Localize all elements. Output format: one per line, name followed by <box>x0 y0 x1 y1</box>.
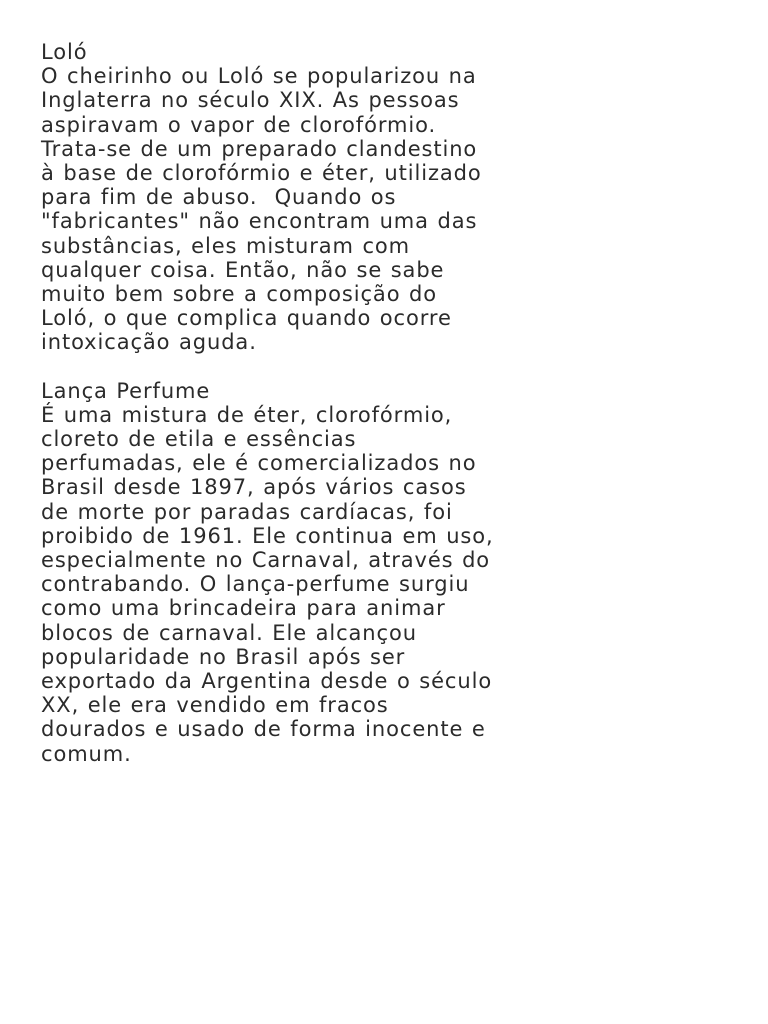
section-title: Loló <box>41 40 88 64</box>
section-lanca-perfume <box>41 379 741 766</box>
section-body: O cheirinho ou Loló se popularizou na Inglaterra no século XIX. As pessoas aspiravam o vapor de clorofórmio. Trata-se de um preparado clandestino à base de clorofórmio e éter, utilizado para fim de abuso. Quando os "fabricantes" não encontram uma das substâncias, eles misturam com qualquer coisa. Então, não se sabe muito bem sobre a composição do Loló, o que complica quando ocorre intoxicação aguda. <box>41 64 482 355</box>
section-body: É uma mistura de éter, clorofórmio, cloreto de etila e essências perfumadas, ele é comercializados no Brasil desde 1897, após vários casos de morte por paradas cardíacas, foi proibido de 1961. Ele continua em uso, especialmente no Carnaval, através do contrabando. O lança-perfume surgiu como uma brincadeira para animar blocos de carnaval. Ele alcançou popularidade no Brasil após ser exportado da Argentina desde o século XX, ele era vendido em fracos dourados e usado de forma inocente e comum. <box>41 402 494 766</box>
section-lolo <box>41 40 741 355</box>
document-page <box>41 40 741 766</box>
section-title: Lança Perfume <box>41 378 211 403</box>
